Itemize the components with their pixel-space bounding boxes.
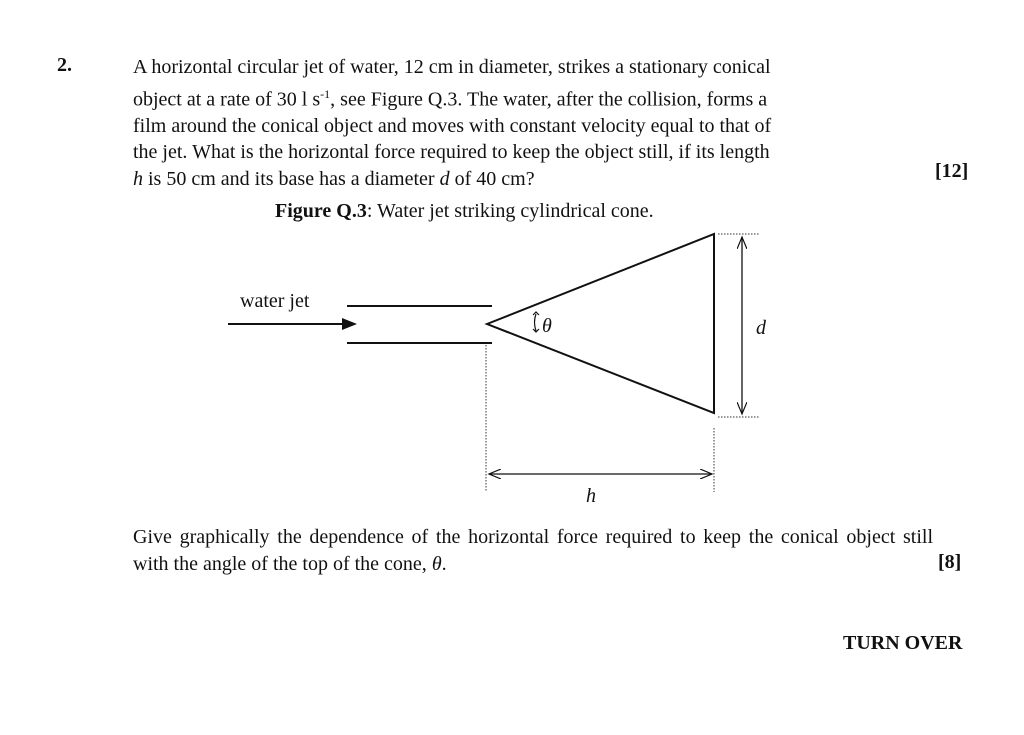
text-fragment: Give graphically the dependence of the horizontal force required to keep the conical object still with the angle of the top of the cone, bbox=[133, 526, 933, 575]
var-h: h bbox=[133, 167, 143, 190]
var-theta: θ bbox=[431, 553, 442, 575]
text-fragment: , see Figure Q.3. The water, after the collision, forms a bbox=[330, 88, 768, 111]
caption-label: Figure Q.3 bbox=[275, 200, 367, 222]
var-d: d bbox=[439, 167, 450, 190]
theta-arrow-icon bbox=[533, 312, 539, 332]
cone-triangle bbox=[487, 234, 714, 413]
part2-text bbox=[133, 524, 933, 578]
question-line-3: film around the conical object and moves with constant velocity equal to that of bbox=[133, 114, 772, 137]
question-number: 2. bbox=[57, 54, 72, 76]
h-label: h bbox=[586, 485, 596, 507]
text-fragment: . bbox=[441, 553, 447, 575]
turn-over: TURN OVER bbox=[843, 632, 963, 654]
superscript: -1 bbox=[320, 86, 331, 101]
text-fragment: object at a rate of 30 l s bbox=[133, 88, 321, 111]
caption-text: : Water jet striking cylindrical cone. bbox=[366, 200, 654, 222]
d-label: d bbox=[756, 317, 766, 339]
question-line-4: the jet. What is the horizontal force required to keep the object still, if its length bbox=[133, 141, 770, 164]
water-jet-label: water jet bbox=[240, 290, 310, 312]
marks-8: [8] bbox=[938, 551, 962, 573]
question-line-1: A horizontal circular jet of water, 12 cm in diameter, strikes a stationary conical bbox=[133, 56, 771, 78]
text-fragment: of 40 cm? bbox=[449, 167, 535, 190]
marks-12: [12] bbox=[935, 160, 969, 182]
text-fragment: is 50 cm and its base has a diameter bbox=[143, 167, 440, 190]
jet-arrow bbox=[228, 318, 357, 330]
theta-label: θ bbox=[542, 315, 552, 337]
